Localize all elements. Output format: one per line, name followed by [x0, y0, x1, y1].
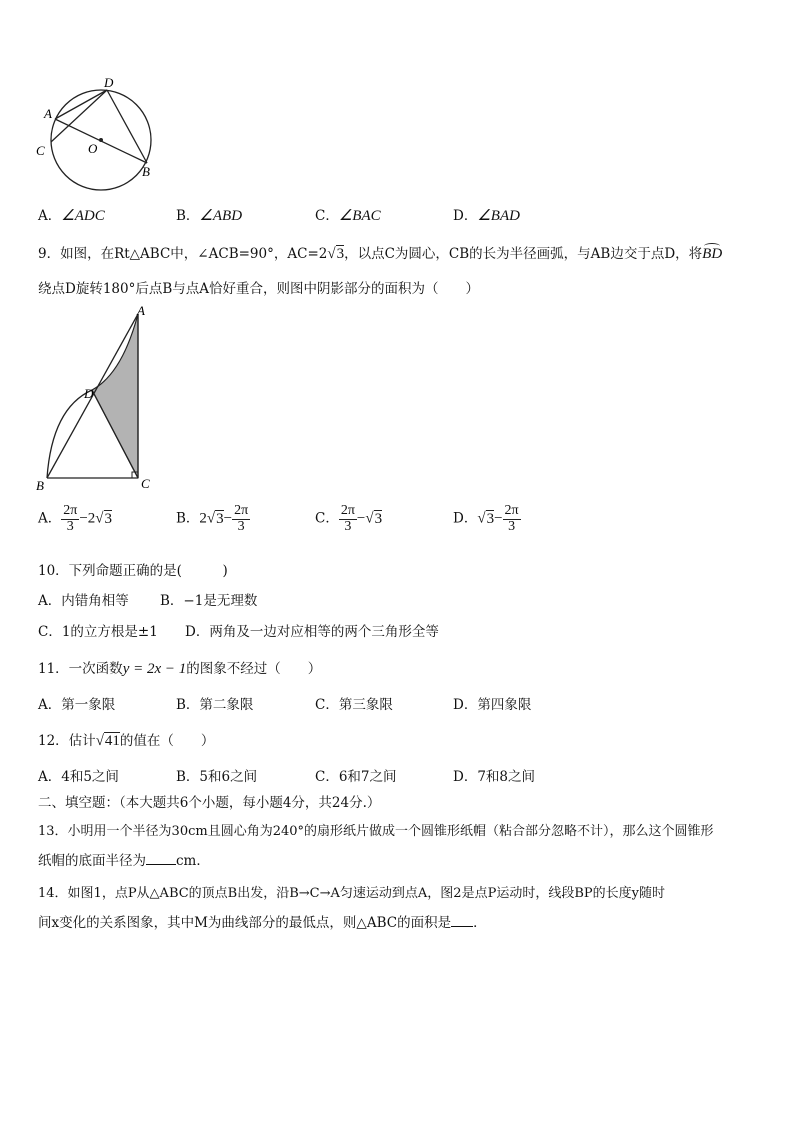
label-a: A: [137, 304, 145, 318]
q14-line2: 间x变化的关系图象，其中M为曲线部分的最低点，则△ABC的面积是 ．: [38, 915, 487, 931]
label-b: B: [36, 478, 44, 493]
q10-option-a: A．内错角相等: [38, 593, 129, 609]
q10-option-c: C．1的立方根是±1: [38, 624, 158, 640]
q13-answer-blank[interactable]: [146, 864, 176, 865]
q9-option-a: A． $\frac{2\pi}{3}$ −2√3: [38, 503, 113, 534]
q9-stem-line1: 9．如图，在Rt△ABC中，∠ACB=90°，AC=2√3，以点C为圆心，CB的长为半径画弧，与AB边交于点D，将BD: [38, 247, 722, 262]
q10-option-d: D．两角及一边对应相等的两个三角形全等: [185, 624, 439, 640]
q12-option-c: C．6和7之间: [315, 769, 397, 785]
shaded-region: [92, 314, 138, 478]
label-d: D: [84, 386, 94, 401]
q8-circle-figure: [30, 76, 160, 196]
q12-option-b: B．5和6之间: [176, 769, 258, 785]
q9-option-c: C． $\frac{2\pi}{3}$ −√3: [315, 503, 383, 534]
q12-option-d: D．7和8之间: [453, 769, 536, 785]
q11-option-c: C．第三象限: [315, 697, 393, 713]
q8-option-a: A．∠ADC: [38, 208, 105, 224]
q9-option-d: D．√3− $\frac{2\pi}{3}$: [453, 503, 519, 534]
q11-option-d: D．第四象限: [453, 697, 532, 713]
q8-option-d: D．∠BAD: [453, 208, 520, 224]
q14-line1: 14．如图1，点P从△ABC的顶点B出发，沿B→C→A匀速运动到点A，图2是点P运动时，线段BP的长度y随时: [38, 886, 665, 901]
label-o: O: [88, 141, 98, 156]
q14-answer-blank[interactable]: [451, 926, 473, 927]
center-point: [99, 138, 103, 142]
chord-db: [107, 90, 147, 163]
label-a: A: [44, 106, 52, 121]
q11-formula: y = 2x − 1: [122, 661, 187, 677]
q13-line1: 13．小明用一个半径为30cm且圆心角为240°的扇形纸片做成一个圆锥形纸帽（粘合部分忽略不计），那么这个圆锥形: [38, 824, 714, 839]
q11-option-a: A．第一象限: [38, 697, 116, 713]
q8-option-b: B．∠ABD: [176, 208, 243, 224]
label-c: C: [36, 143, 45, 158]
q8-option-c: C．∠BAC: [315, 208, 381, 224]
q10-option-b: B．−1是无理数: [160, 593, 258, 609]
q12-option-a: A．4和5之间: [38, 769, 119, 785]
label-c: C: [141, 476, 150, 491]
section-heading: 二、填空题：（本大题共6个小题，每小题4分，共24分.）: [38, 795, 381, 811]
q12-stem: 12．估计√41的值在（ ）: [38, 733, 215, 749]
label-d: D: [104, 76, 114, 90]
q11-option-b: B．第二象限: [176, 697, 254, 713]
q9-option-b: B．2√3− $\frac{2\pi}{3}$: [176, 503, 249, 534]
q10-stem: 10．下列命题正确的是( ): [38, 563, 228, 579]
q9-stem-line2: 绕点D旋转180°后点B与点A恰好重合，则图中阴影部分的面积为（ ）: [38, 281, 480, 297]
q9-triangle-figure: [30, 304, 160, 496]
q13-line2: 纸帽的底面半径为 cm．: [38, 853, 210, 869]
label-b: B: [142, 164, 150, 179]
q11-stem: 11．一次函数y = 2x − 1的图象不经过（ ）: [38, 661, 322, 677]
